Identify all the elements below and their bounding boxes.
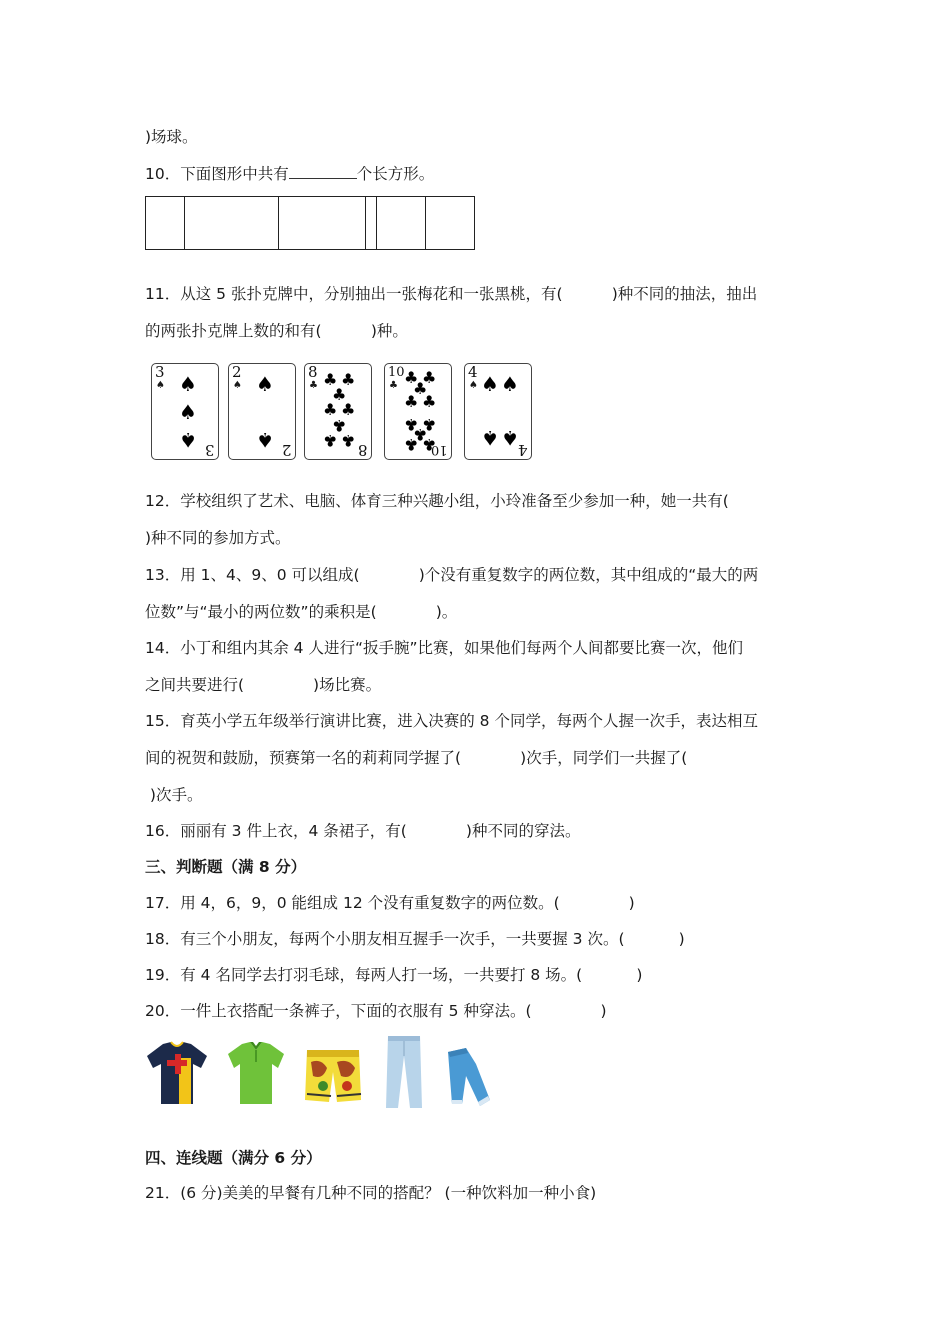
- spade-icon: ♠: [501, 372, 519, 396]
- card-rank: 8: [308, 363, 318, 381]
- playing-card-10-clubs: [384, 363, 452, 460]
- spade-icon: ♠: [179, 400, 197, 424]
- club-icon: ♣: [332, 416, 347, 435]
- playing-card-3-spades: [151, 363, 219, 460]
- q10-text-a: 10．下面图形中共有: [145, 165, 289, 183]
- club-icon: ♣: [422, 392, 437, 411]
- q15-line3: )次手。: [145, 786, 203, 804]
- club-icon: ♣: [341, 431, 356, 450]
- q13-line2: 位数”与“最小的两位数”的乘积是( )。: [145, 603, 458, 621]
- club-icon: ♣: [404, 392, 419, 411]
- club-icon: ♣: [422, 368, 437, 387]
- club-icon: ♣: [323, 370, 338, 389]
- q14-line2: 之间共要进行( )场比赛。: [145, 676, 382, 694]
- jeans-icon: [384, 1034, 424, 1110]
- club-icon: ♣: [404, 435, 419, 454]
- club-icon: ♣: [341, 370, 356, 389]
- rectangle-figure: [145, 196, 475, 250]
- q12-line1: 12．学校组织了艺术、电脑、体育三种兴趣小组，小玲准备至少参加一种，她一共有(: [145, 492, 729, 510]
- club-icon: ♣: [413, 425, 428, 444]
- club-icon: ♣: [404, 415, 419, 434]
- line-q9-end: )场球。: [145, 128, 198, 146]
- card-rank: 2: [232, 363, 242, 381]
- q18: 18．有三个小朋友，每两个小朋友相互握手一次手，一共要握 3 次。( ): [145, 930, 685, 948]
- polo-shirt-icon: [226, 1040, 286, 1106]
- q19: 19．有 4 名同学去打羽毛球，每两人打一场，一共要打 8 场。( ): [145, 966, 643, 984]
- card-rank: 10: [388, 365, 405, 380]
- spade-icon: ♠: [256, 372, 274, 396]
- club-icon: ♣: [341, 400, 356, 419]
- q15-line2: 间的祝贺和鼓励，预赛第一名的莉莉同学握了( )次手，同学们一共握了(: [145, 749, 688, 767]
- shirt-icon: [145, 1040, 209, 1106]
- club-icon: ♣: [323, 400, 338, 419]
- spade-icon: ♠: [481, 372, 499, 396]
- playing-card-4-spades: [464, 363, 532, 460]
- club-icon: ♣: [389, 380, 398, 391]
- card-rank-bottom: 10: [431, 442, 448, 457]
- q15-line1: 15．育英小学五年级举行演讲比赛，进入决赛的 8 个同学，每两个人握一次手，表达相互: [145, 712, 758, 730]
- shorts-icon: [303, 1046, 363, 1106]
- q14-line1: 14．小丁和组内其余 4 人进行“扳手腕”比赛，如果他们每两个人间都要比赛一次，他们: [145, 639, 744, 657]
- divider-line: [376, 197, 377, 249]
- spade-icon: ♠: [256, 428, 274, 452]
- section-3-heading: 三、判断题（满 8 分）: [145, 858, 307, 876]
- q11-line2: 的两张扑克牌上数的和有( )种。: [145, 322, 408, 340]
- q13-line1: 13．用 1、4、9、0 可以组成( )个没有重复数字的两位数，其中组成的“最大的两: [145, 566, 759, 584]
- divider-line: [278, 197, 279, 249]
- club-icon: ♣: [309, 380, 318, 391]
- playing-card-2-spades: [228, 363, 296, 460]
- card-rank-bottom: 8: [358, 441, 368, 459]
- club-icon: ♣: [413, 379, 428, 398]
- q10-text-b: 个长方形。: [356, 165, 435, 183]
- q11-line1: 11．从这 5 张扑克牌中，分别抽出一张梅花和一张黑桃，有( )种不同的抽法，抽出: [145, 285, 758, 303]
- jeans-icon: [446, 1046, 492, 1108]
- spade-icon: ♠: [501, 426, 519, 450]
- q16: 16．丽丽有 3 件上衣，4 条裙子，有( )种不同的穿法。: [145, 822, 581, 840]
- q12-line2: )种不同的参加方式。: [145, 529, 291, 547]
- club-icon: ♣: [323, 431, 338, 450]
- card-rank-bottom: 3: [205, 441, 215, 459]
- divider-line: [365, 197, 366, 249]
- club-icon: ♣: [404, 368, 419, 387]
- q10-blank: [289, 164, 357, 179]
- spade-icon: ♠: [233, 380, 242, 391]
- club-icon: ♣: [422, 435, 437, 454]
- divider-line: [425, 197, 426, 249]
- q20: 20．一件上衣搭配一条裤子，下面的衣服有 5 种穿法。( ): [145, 1002, 607, 1020]
- playing-card-8-clubs: [304, 363, 372, 460]
- card-rank: 3: [155, 363, 165, 381]
- q21: 21．(6 分)美美的早餐有几种不同的搭配？ (一种饮料加一种小食): [145, 1184, 597, 1202]
- spade-icon: ♠: [481, 426, 499, 450]
- spade-icon: ♠: [179, 428, 197, 452]
- club-icon: ♣: [422, 415, 437, 434]
- club-icon: ♣: [332, 385, 347, 404]
- card-rank-bottom: 2: [282, 441, 292, 459]
- q10: [145, 163, 434, 185]
- spade-icon: ♠: [156, 380, 165, 391]
- card-rank-bottom: 4: [518, 441, 528, 459]
- spade-icon: ♠: [179, 372, 197, 396]
- spade-icon: ♠: [469, 380, 478, 391]
- divider-line: [184, 197, 185, 249]
- section-4-heading: 四、连线题（满分 6 分）: [145, 1149, 322, 1167]
- card-rank: 4: [468, 363, 478, 381]
- q17: 17．用 4，6，9，0 能组成 12 个没有重复数字的两位数。( ): [145, 894, 635, 912]
